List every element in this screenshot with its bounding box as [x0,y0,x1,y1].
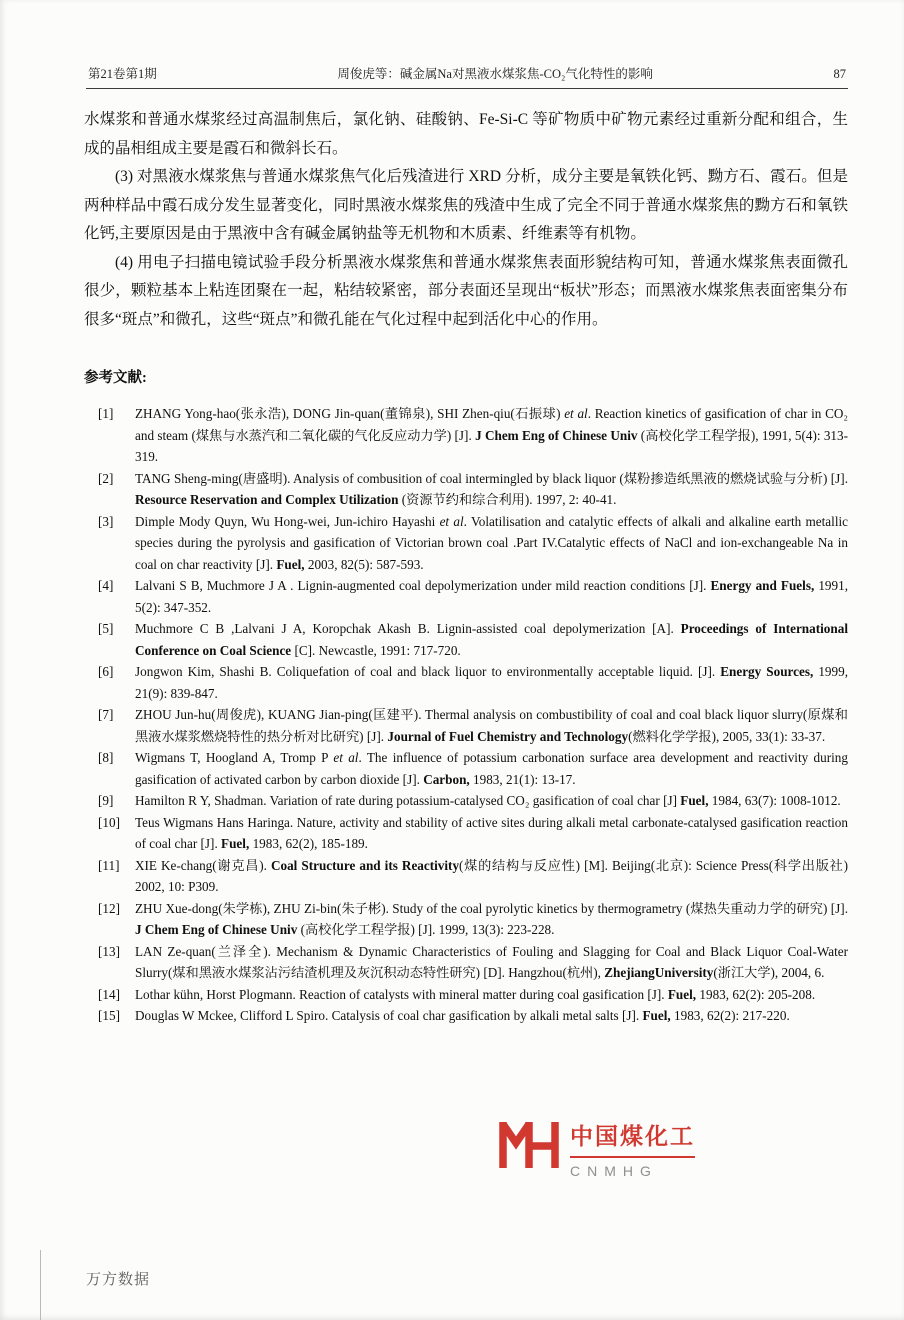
reference-item [98,855,848,898]
reference-item [98,511,848,576]
reference-text: LAN Ze-quan(兰泽全). Mechanism & Dynamic Characteristics of Fouling and Slagging for Coal and Black Liquor Coal-Water Slurry(煤和黑液水煤浆沾污结渣机理及灰沉积动态特性研究) [D]. Hangzhou(杭州), ZhejiangUniversity(浙江大学), 2004, 6. [135,943,848,980]
reference-item [98,1005,848,1027]
reference-text: Lalvani S B, Muchmore J A . Lignin-augmented coal depolymerization under mild reaction conditions [J]. Energy and Fuels, 1991, 5(2): 347-352. [135,578,848,615]
reference-text: TANG Sheng-ming(唐盛明). Analysis of combusition of coal intermingled by black liquor (煤粉掺造纸黑液的燃烧试验与分析) [J]. Resource Reservation and Complex Utilization (资源节约和综合利用). 1997, 2: 40-41. [135,470,848,507]
reference-list [84,403,848,1027]
publisher-logo [498,1118,695,1179]
paragraph: (3) 对黑液水煤浆焦与普通水煤浆焦气化后残渣进行 XRD 分析，成分主要是氧铁化钙、黝方石、霞石。但是两种样品中霞石成分发生显著变化，同时黑液水煤浆焦的残渣中生成了完全不同于普通水煤浆焦的黝方石和氧铁化钙,主要原因是由于黑液中含有碱金属钠盐等无机物和木质素、纤维素等有机物。 [84,168,848,242]
reference-number: [14] [98,986,120,1002]
reference-text: Lothar kühn, Horst Plogmann. Reaction of catalysts with mineral matter during coal gasification [J]. Fuel, 1983, 62(2): 205-208. [135,986,816,1002]
reference-item [98,747,848,790]
reference-number: [3] [98,513,114,529]
reference-item [98,618,848,661]
reference-number: [9] [98,793,114,808]
page-content [84,106,848,1027]
cnmhg-logo-icon [498,1122,560,1173]
reference-number: [12] [98,900,120,916]
reference-number: [2] [98,470,114,486]
reference-item [98,941,848,984]
reference-text: Dimple Mody Quyn, Wu Hong-wei, Jun-ichiro Hayashi et al. Volatilisation and catalytic effects of alkali and alkaline earth metallic species during the pyrolysis and gasification of Victorian brown coal .Part IV.Catalytic effects of NaCl and ion-exchangeable Na in coal on char reactivity [J]. Fuel, 2003, 82(5): 587-593. [135,513,849,572]
reference-item [98,704,848,747]
reference-item [98,468,848,511]
reference-number: [10] [98,814,120,830]
reference-item [98,403,848,468]
scan-edge-artifact [40,1250,41,1320]
reference-text: ZHU Xue-dong(朱学栋), ZHU Zi-bin(朱子彬). Study of the coal pyrolytic kinetics by thermogrametry (煤热失重动力学的研究) [J]. J Chem Eng of Chinese Univ (高校化学工程学报) [J]. 1999, 13(3): 223-228. [135,900,848,937]
reference-number: [7] [98,707,114,722]
reference-item [98,898,848,941]
reference-text: Hamilton R Y, Shadman. Variation of rate during potassium-catalysed CO₂ gasification of coal char [J] Fuel, 1984, 63(7): 1008-1012. [135,793,841,808]
reference-item [98,575,848,618]
reference-number: [1] [98,406,114,421]
reference-number: [15] [98,1008,120,1023]
references-heading: 参考文献: [84,370,147,386]
reference-number: [4] [98,578,114,593]
wanfang-watermark: 万方数据 [86,1271,151,1288]
reference-item [98,661,848,704]
logo-text-block [570,1118,695,1179]
logo-latin-text: CNMHG [570,1163,658,1179]
page-header [88,64,846,82]
reference-text: XIE Ke-chang(谢克昌). Coal Structure and its Reactivity(煤的结构与反应性) [M]. Beijing(北京): Science Press(科学出版社) 2002, 10: P309. [135,857,848,894]
logo-chinese-text: 中国煤化工 [570,1118,695,1158]
reference-text: ZHANG Yong-hao(张永浩), DONG Jin-quan(董锦泉), SHI Zhen-qiu(石振球) et al. Reaction kinetics of gasification of char in CO₂ and steam (煤焦与水蒸汽和二氧化碳的气化反应动力学) [J]. J Chem Eng of Chinese Univ (高校化学工程学报), 1991, 5(4): 313-319. [135,406,849,464]
reference-text: Muchmore C B ,Lalvani J A, Koropchak Akash B. Lignin-assisted coal depolymerization [A]. Proceedings of International Conference on Coal Science [C]. Newcastle, 1991: 717-720. [135,621,848,658]
paragraph: (4) 用电子扫描电镜试验手段分析黑液水煤浆焦和普通水煤浆焦表面形貌结构可知，普通水煤浆焦表面微孔很少，颗粒基本上粘连团聚在一起，粘结较紧密，部分表面还呈现出“板状”形态；而黑液水煤浆焦表面密集分布很多“斑点”和微孔，这些“斑点”和微孔能在气化过程中起到活化中心的作用。 [84,253,848,328]
reference-text: Jongwon Kim, Shashi B. Coliquefation of coal and black liquor to environmentally acceptable liquid. [J]. Energy Sources, 1999, 21(9): 839-847. [135,664,848,701]
body-paragraphs [84,106,848,334]
reference-number: [6] [98,664,114,679]
journal-issue: 第21卷第1期 [88,67,157,81]
reference-number: [8] [98,750,114,765]
page-number: 87 [833,67,846,81]
reference-text: Wigmans T, Hoogland A, Tromp P et al. The influence of potassium carbonation surface area development and reactivity during gasification of activated carbon by carbon dioxide [J]. Carbon, 1983, 21(1): 13-17. [135,750,848,787]
reference-number: [5] [98,621,114,636]
reference-number: [11] [98,857,120,873]
running-title: 周俊虎等：碱金属Na对黑液水煤浆焦-CO₂气化特性的影响 [337,67,653,81]
reference-item [98,812,848,855]
reference-number: [13] [98,943,120,959]
reference-item [98,790,848,812]
paragraph: 水煤浆和普通水煤浆经过高温制焦后，氯化钠、硅酸钠、Fe-Si-C 等矿物质中矿物元素经过重新分配和组合，生成的晶相组成主要是霞石和微斜长石。 [84,111,848,157]
reference-item [98,984,848,1006]
reference-text: Douglas W Mckee, Clifford L Spiro. Catalysis of coal char gasification by alkali metal salts [J]. Fuel, 1983, 62(2): 217-220. [135,1008,790,1023]
header-rule [86,88,848,89]
reference-text: ZHOU Jun-hu(周俊虎), KUANG Jian-ping(匡建平). Thermal analysis on combustibility of coal and coal black liquor slurry(原煤和黑液水煤浆燃烧特性的热分析对比研究) [J]. Journal of Fuel Chemistry and Technology(燃料化学学报), 2005, 33(1): 33-37. [135,707,848,744]
reference-text: Teus Wigmans Hans Haringa. Nature, activity and stability of active sites during alkali metal carbonate-catalysed gasification reaction of coal char [J]. Fuel, 1983, 62(2), 185-189. [135,814,848,851]
